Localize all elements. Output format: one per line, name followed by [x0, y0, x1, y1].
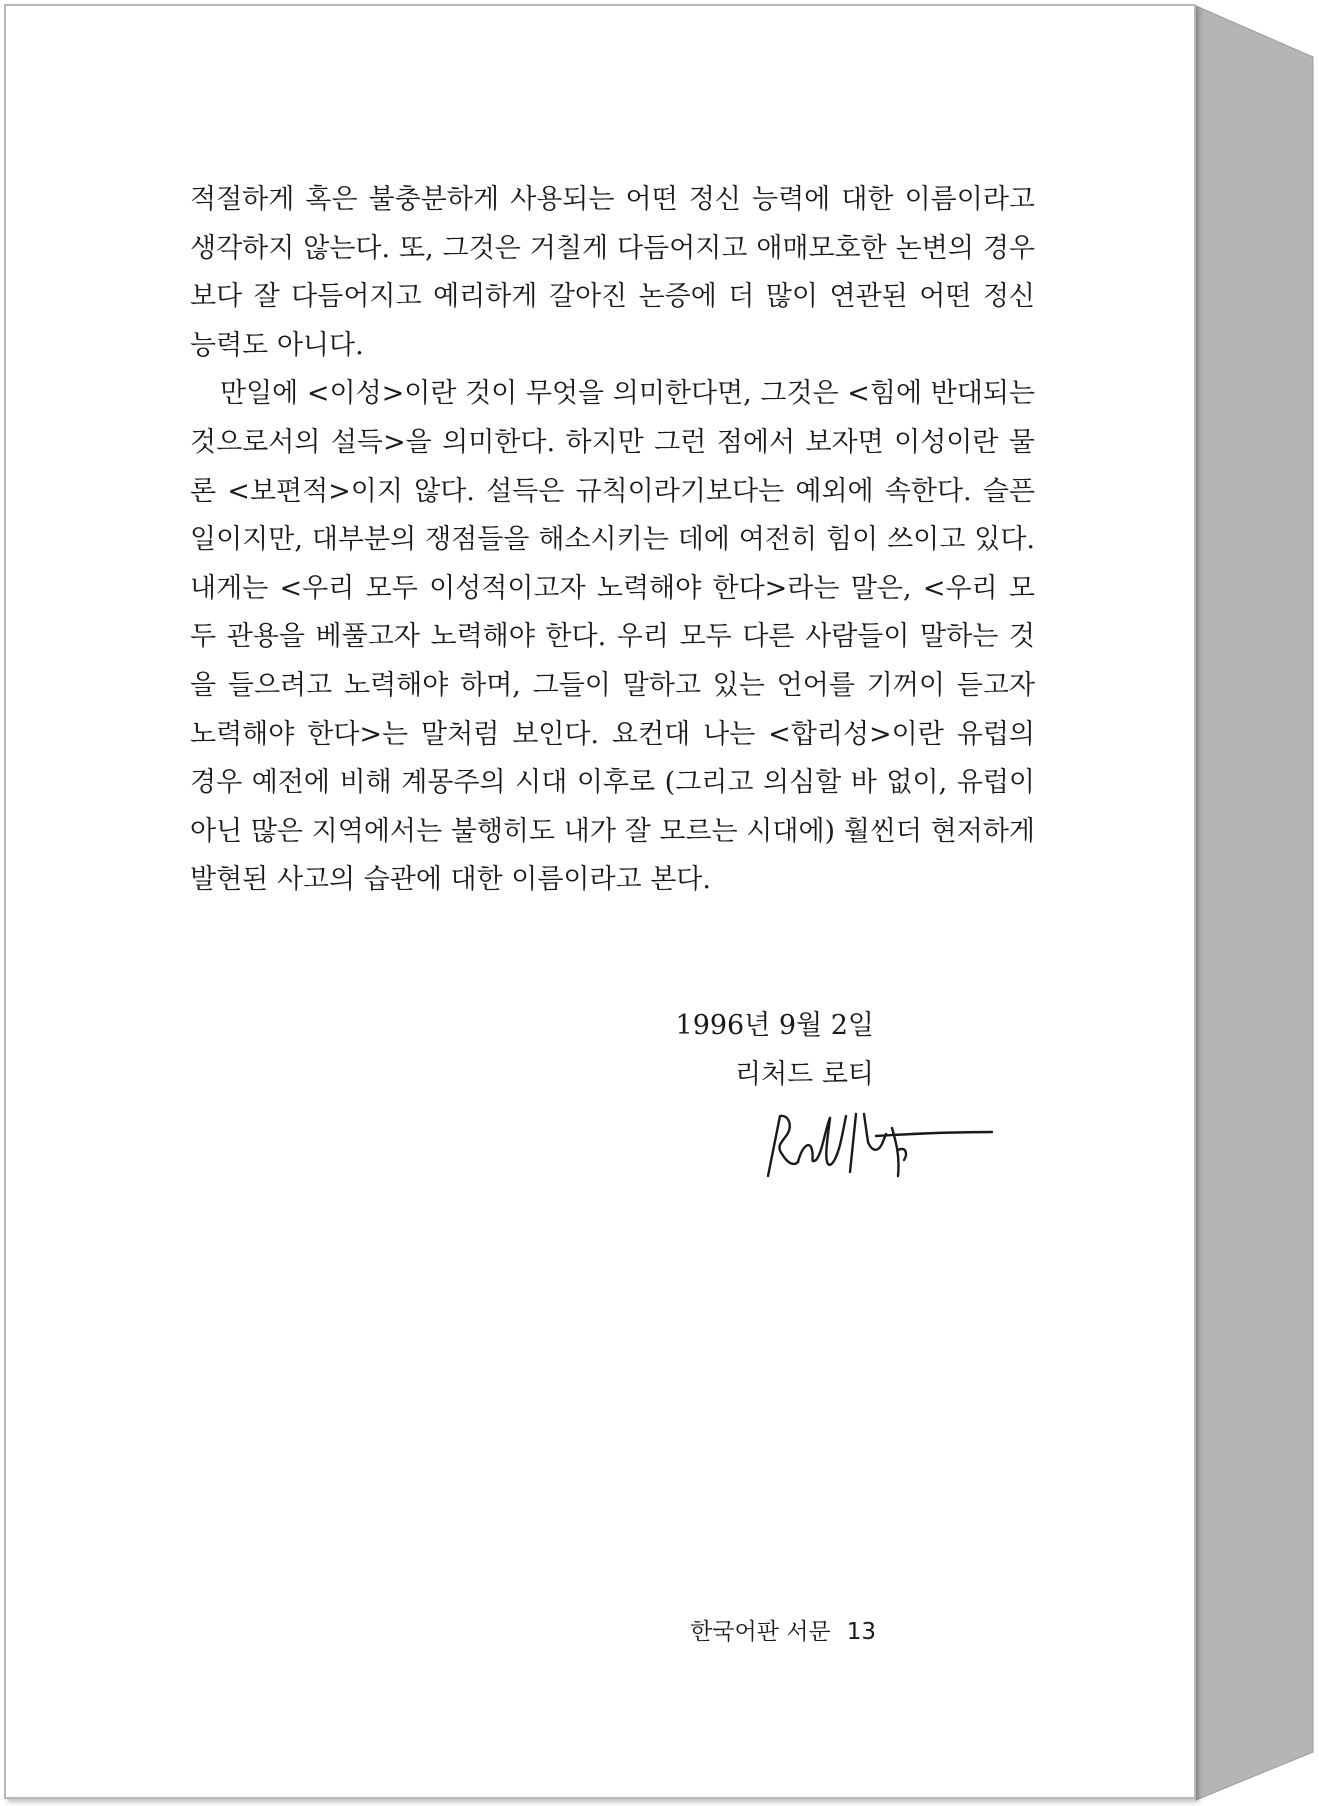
footer-page-number: 13: [846, 1619, 876, 1645]
signoff-block: [676, 1001, 874, 1099]
signoff-date: 1996년 9월 2일: [675, 1010, 874, 1041]
footer-section-title: 한국어판 서문: [690, 1619, 831, 1645]
paragraph-1: 적절하게 혹은 불충분하게 사용되는 어떤 정신 능력에 대한 이름이라고 생각하지 않는다. 또, 그것은 거칠게 다듬어지고 애매모호한 논변의 경우보다 잘 다듬어지고 예리하게 갈아진 논증에 더 많이 연관된 어떤 정신 능력도 아니다.: [190, 184, 1035, 361]
handwritten-signature: [758, 1106, 996, 1184]
page-footer: [690, 1613, 876, 1646]
body-text: [190, 176, 1035, 905]
signoff-author: 리처드 로티: [735, 1059, 874, 1090]
book-side-face: [1196, 6, 1313, 1800]
document-page: [4, 4, 1196, 1799]
paragraph-2: 만일에 <이성>이란 것이 무엇을 의미한다면, 그것은 <힘에 반대되는 것으로서의 설득>을 의미한다. 하지만 그런 점에서 보자면 이성이란 물론 <보편적>이지 않다. 설득은 규칙이라기보다는 예외에 속한다. 슬픈 일이지만, 대부분의 쟁점들을 해소시키는 데에 여전히 힘이 쓰이고 있다. 내게는 <우리 모두 이성적이고자 노력해야 한다>라는 말은, <우리 모두 관용을 베풀고자 노력해야 한다. 우리 모두 다른 사람들이 말하는 것을 들으려고 노력해야 하며, 그들이 말하고 있는 언어를 기꺼이 듣고자 노력해야 한다>는 말처럼 보인다. 요컨대 나는 <합리성>이란 유럽의 경우 예전에 비해 계몽주의 시대 이후로 (그리고 의심할 바 없이, 유럽이 아닌 많은 지역에서는 불행히도 내가 잘 모르는 시대에) 훨씬더 현저하게 발현된 사고의 습관에 대한 이름이라고 본다.: [190, 378, 1035, 896]
